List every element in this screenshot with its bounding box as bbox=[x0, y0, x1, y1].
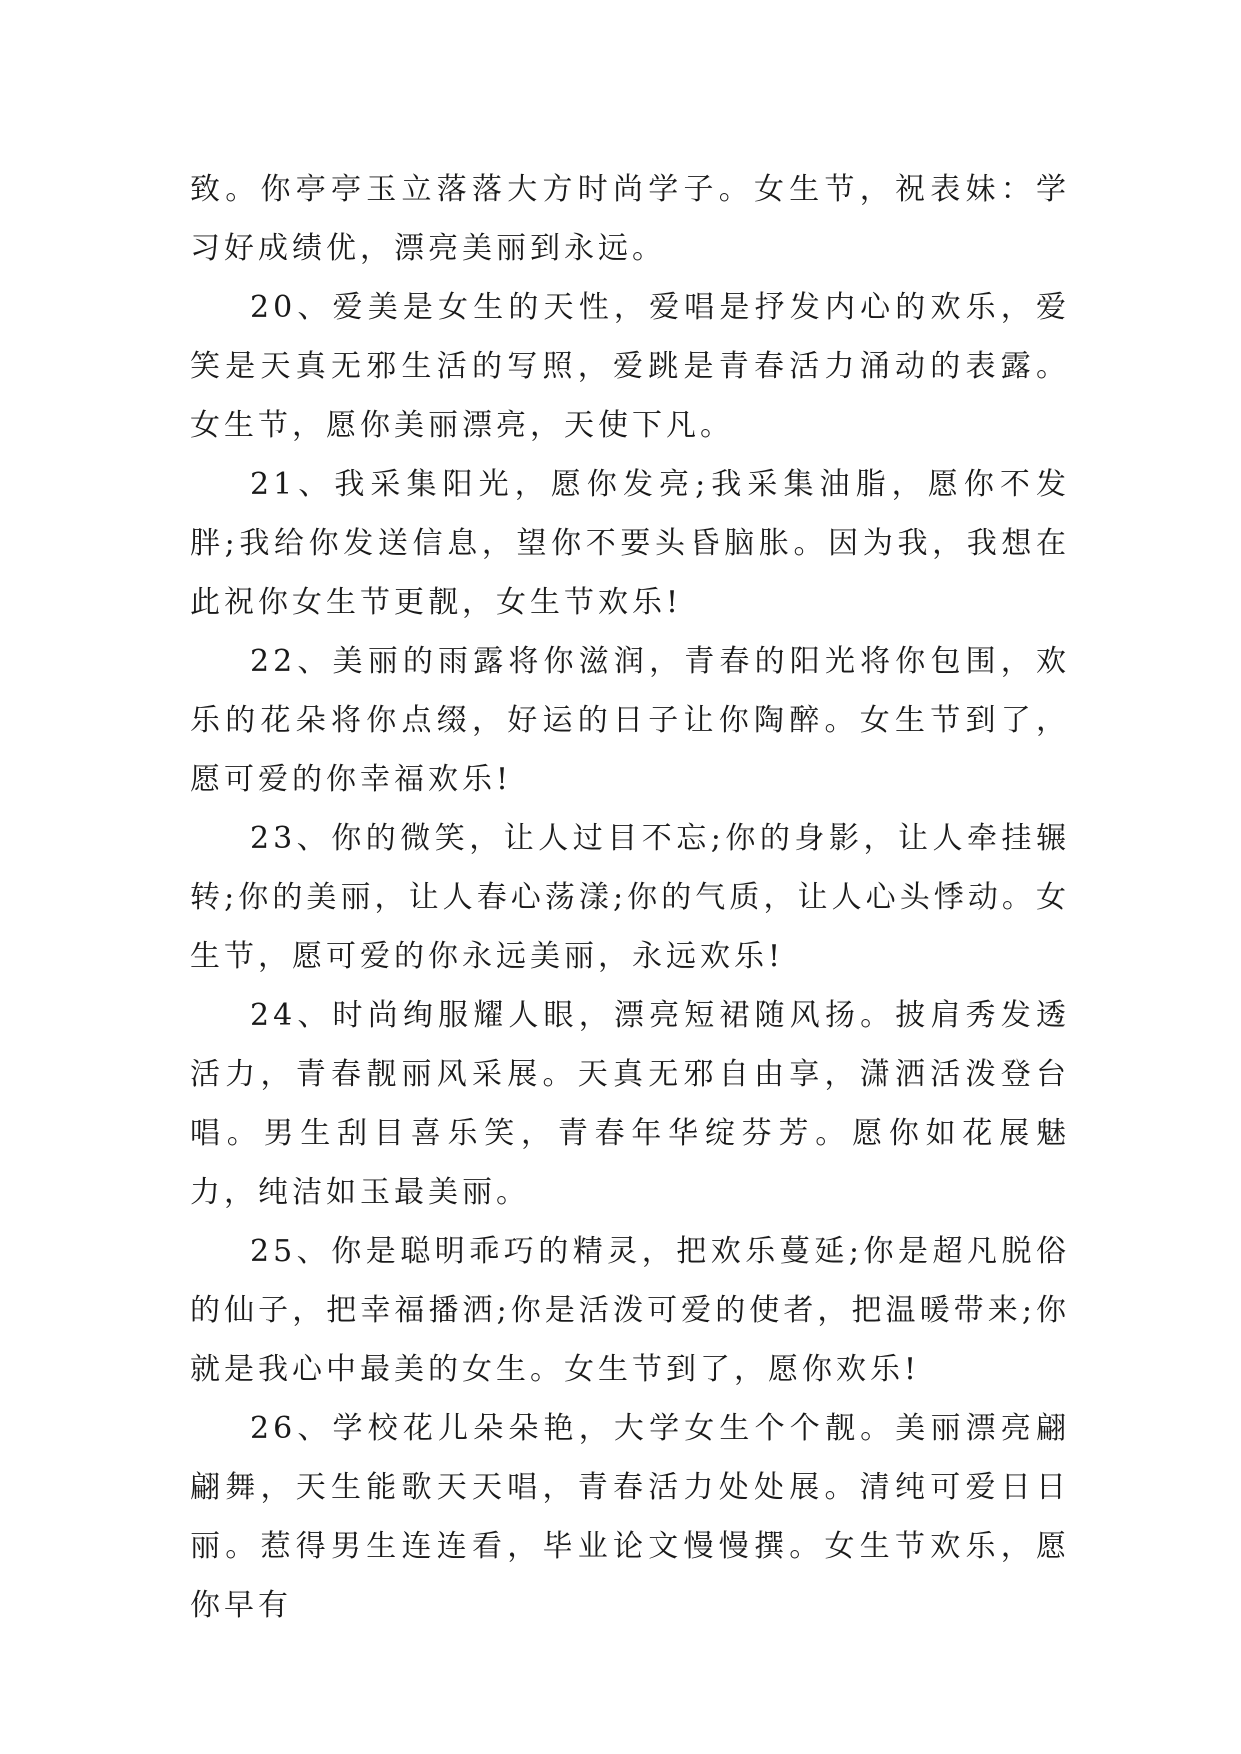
document-body bbox=[190, 160, 1070, 1635]
paragraph-24: 24、时尚绚服耀人眼，漂亮短裙随风扬。披肩秀发透活力，青春靓丽风采展。天真无邪自由享，潇洒活泼登台唱。男生刮目喜乐笑，青春年华绽芬芳。愿你如花展魅力，纯洁如玉最美丽。 bbox=[190, 998, 1070, 1210]
paragraph-25: 25、你是聪明乖巧的精灵，把欢乐蔓延;你是超凡脱俗的仙子，把幸福播洒;你是活泼可爱的使者，把温暖带来;你就是我心中最美的女生。女生节到了，愿你欢乐! bbox=[190, 1234, 1070, 1387]
paragraph-22: 22、美丽的雨露将你滋润，青春的阳光将你包围，欢乐的花朵将你点缀，好运的日子让你陶醉。女生节到了，愿可爱的你幸福欢乐! bbox=[190, 644, 1070, 797]
paragraph-21: 21、我采集阳光，愿你发亮;我采集油脂，愿你不发胖;我给你发送信息，望你不要头昏脑胀。因为我，我想在此祝你女生节更靓，女生节欢乐! bbox=[190, 467, 1070, 620]
paragraph: 致。你亭亭玉立落落大方时尚学子。女生节，祝表妹：学习好成绩优，漂亮美丽到永远。 bbox=[190, 172, 1070, 266]
paragraph-23: 23、你的微笑，让人过目不忘;你的身影，让人牵挂辗转;你的美丽，让人春心荡漾;你的气质，让人心头悸动。女生节，愿可爱的你永远美丽，永远欢乐! bbox=[190, 821, 1070, 974]
paragraph-20: 20、爱美是女生的天性，爱唱是抒发内心的欢乐，爱笑是天真无邪生活的写照，爱跳是青春活力涌动的表露。女生节，愿你美丽漂亮，天使下凡。 bbox=[190, 290, 1070, 443]
paragraph-26: 26、学校花儿朵朵艳，大学女生个个靓。美丽漂亮翩翩舞，天生能歌天天唱，青春活力处处展。清纯可爱日日丽。惹得男生连连看，毕业论文慢慢撰。女生节欢乐，愿你早有 bbox=[190, 1411, 1070, 1623]
